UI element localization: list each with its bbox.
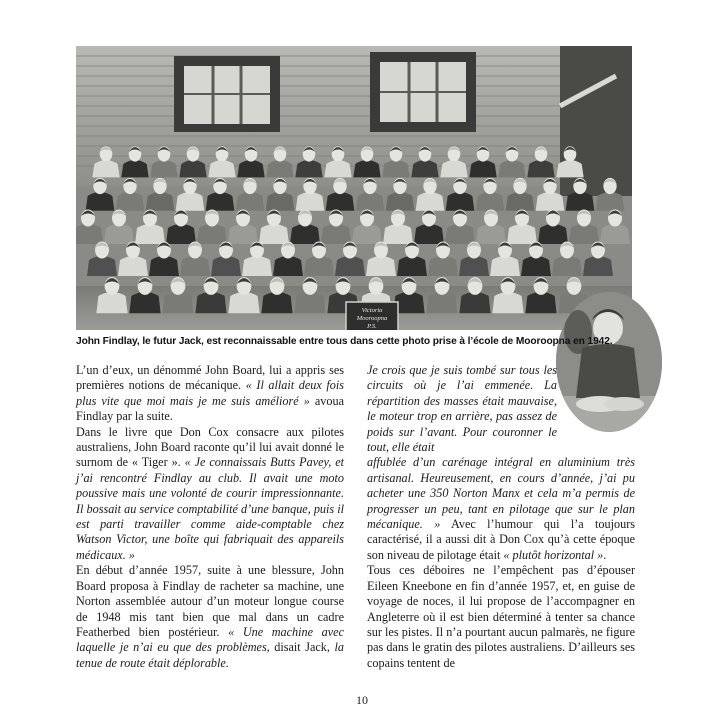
right-column xyxy=(367,363,635,671)
child-body xyxy=(459,256,489,276)
child-body xyxy=(166,224,196,244)
child-body xyxy=(476,224,506,244)
child-body xyxy=(104,224,134,244)
text: . xyxy=(603,547,607,562)
child-body xyxy=(507,224,537,244)
child-body xyxy=(290,224,320,244)
quote-wrapped-around-inset: Je crois que je suis tombé sur tous les circuits où je l’ai emmenée. La répartition des masses était mauvaise, le moteur trop en arrière, pas assez de poids sur l’avant. Pour couronner le tout, elle était xyxy=(367,363,557,455)
child-body xyxy=(242,256,272,276)
child-body xyxy=(569,224,599,244)
left-column xyxy=(76,363,344,671)
child-body xyxy=(116,192,145,211)
school-slate xyxy=(346,302,398,330)
child-body xyxy=(206,192,235,211)
child-body xyxy=(521,256,551,276)
child-body xyxy=(86,192,115,211)
quote: affublée d’un carénage intégral en aluminium très artisanal. Heureusement, en cours d’année, j’ai pu acheter une 350 Norton Manx et cela m’a permis de progresser un peu, tant en pilotage que sur le plan mécanique. » xyxy=(367,455,635,532)
child-body xyxy=(176,192,205,211)
child-body xyxy=(228,224,258,244)
quote: « Il allait deux fois plus vite que moi mais je me suis amélioré » xyxy=(76,378,344,408)
child-body xyxy=(195,292,226,313)
child-body xyxy=(211,256,241,276)
child-body xyxy=(446,192,475,211)
child-body xyxy=(304,256,334,276)
child-body xyxy=(197,224,227,244)
child-body xyxy=(536,192,565,211)
child-body xyxy=(146,192,175,211)
child-body xyxy=(366,256,396,276)
child-body xyxy=(490,256,520,276)
child-body xyxy=(459,292,490,313)
child-body xyxy=(149,256,179,276)
paragraph-john-board xyxy=(76,363,344,425)
paragraph-eileen: Tous ces déboires ne l’empêchent pas d’épouser Eileen Kneebone en fin d’année 1957, et, en guise de voyage de noces, il lui propose de l’accompagner en Angleterre où il est bien déterminé à tenter sa chance sur les pistes. Il n’a pourtant aucun palmarès, ne figure pas dans le gratin des pilotes australiens. D’ailleurs ses copains tentent de xyxy=(367,563,635,670)
child-body xyxy=(326,192,355,211)
quote: « Une machine avec laquelle je n’ai eu que des problèmes, xyxy=(76,624,344,655)
paragraph-manx xyxy=(367,455,635,563)
child-body xyxy=(96,292,127,313)
paragraph-norton-1957 xyxy=(76,563,344,671)
child-body xyxy=(261,292,292,313)
child-body xyxy=(525,292,556,313)
text: En début d’année 1957, suite à une blessure, John Board proposa à Findlay de racheter sa machine, une Norton assemblée autour d’un moteur longue course de 1948 mis tant bien que mal dans un cadre Featherbed bien postérieur. xyxy=(76,563,344,639)
child-body xyxy=(273,256,303,276)
slate-line-3: P.S. xyxy=(367,323,377,330)
school-class-photo xyxy=(76,46,632,330)
child-body xyxy=(583,256,613,276)
child-body xyxy=(506,192,535,211)
window-right xyxy=(370,52,476,132)
quote: « plutôt horizontal » xyxy=(503,547,604,562)
child-body xyxy=(416,192,445,211)
child-body xyxy=(476,192,505,211)
child-body xyxy=(118,256,148,276)
window-left xyxy=(174,56,280,132)
child-body xyxy=(162,292,193,313)
child-body xyxy=(180,256,210,276)
text: Dans le livre que Don Cox consacre aux pilotes australiens, John Board raconte qu’il lui avait donné le surnom de « Tiger ». xyxy=(76,424,344,470)
quote: la tenue de route était déplorable. xyxy=(76,640,344,670)
child-body xyxy=(596,192,625,211)
child-body xyxy=(356,192,385,211)
child-body xyxy=(383,224,413,244)
child-body xyxy=(566,192,595,211)
photo-caption: John Findlay, le futur Jack, est reconnaissable entre tous dans cette photo prise à l’école de Mooroopna en 1942. xyxy=(76,336,613,347)
child-body xyxy=(135,224,165,244)
child-body xyxy=(228,292,259,313)
child-body xyxy=(76,224,103,244)
child-body xyxy=(236,192,265,211)
child-body xyxy=(87,256,117,276)
child-body xyxy=(600,224,630,244)
child-body xyxy=(129,292,160,313)
child-body xyxy=(552,256,582,276)
child-body xyxy=(445,224,475,244)
child-body xyxy=(414,224,444,244)
text: Avec l’humour qui l’a toujours caractérisé, il a aussi dit à Don Cox qu’à cette époque son niveau de pilotage était xyxy=(367,517,635,562)
child-body xyxy=(352,224,382,244)
slate-line-2: Mooroopna xyxy=(356,315,388,322)
quote: « Je connaissais Butts Pavey, et j’ai rencontré Findlay au club. Il avait une moto poussive mais une volonté de courir impressionnante. Il bossait au service comptabilité d’une banque, puis il est parti travailler comme aide-comptable chez Watson Victor, une boîte qui fabriquait des appareils médicaux. » xyxy=(76,455,345,562)
photo-drawing xyxy=(76,46,632,330)
child-body xyxy=(428,256,458,276)
page-number: 10 xyxy=(356,693,368,707)
paragraph-don-cox-book xyxy=(76,425,344,564)
child-body xyxy=(259,224,289,244)
child-body xyxy=(426,292,457,313)
text: avoua Findlay par la suite. xyxy=(76,393,344,424)
text: L’un d’eux, un dénommé John Board, lui a appris ses premières notions de mécanique. xyxy=(76,363,344,393)
text: disait Jack, xyxy=(269,640,335,655)
slate-line-1: Victoria xyxy=(361,307,383,314)
child-body xyxy=(296,192,325,211)
child-body xyxy=(538,224,568,244)
child-body xyxy=(321,224,351,244)
child-body xyxy=(386,192,415,211)
child-body xyxy=(492,292,523,313)
child-body xyxy=(335,256,365,276)
child-body xyxy=(397,256,427,276)
child-body xyxy=(266,192,295,211)
child-body xyxy=(294,292,325,313)
